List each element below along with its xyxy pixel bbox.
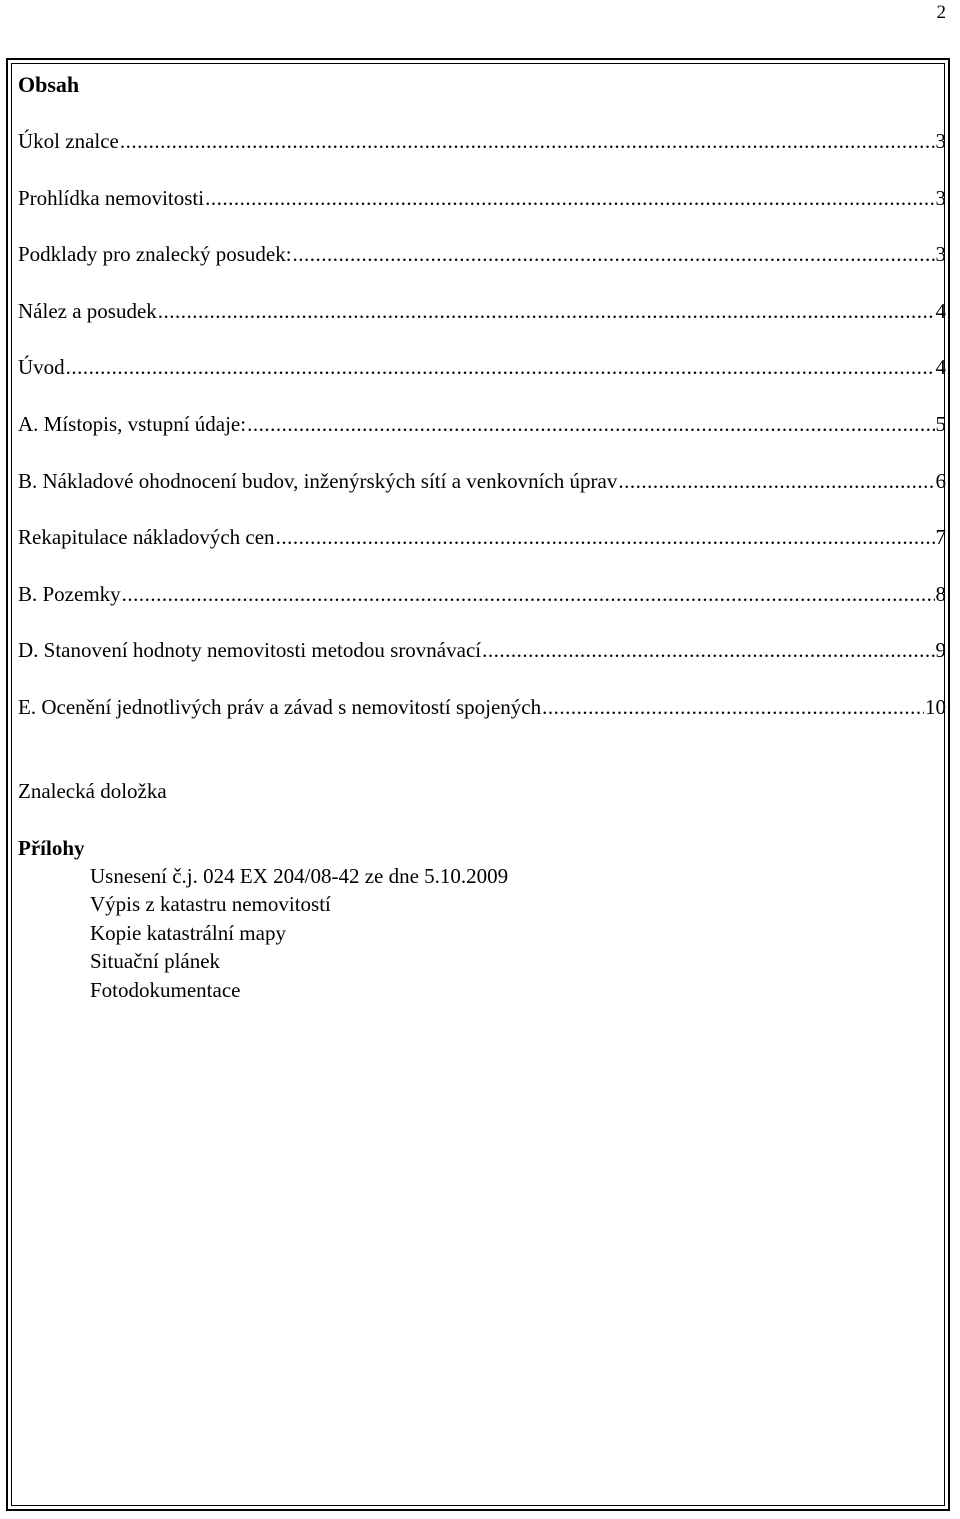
toc-entry-page: 3 [935, 129, 946, 153]
toc-entry-podklady[interactable] [18, 240, 946, 297]
toc-entry-ukol-znalce[interactable] [18, 127, 946, 184]
toc-dot-leader [66, 353, 935, 381]
toc-entry-label: Úvod [18, 355, 65, 380]
attachments-title: Přílohy [18, 836, 85, 860]
toc-entry-prohlidka[interactable] [18, 184, 946, 241]
toc-entry-label: B. Pozemky [18, 581, 121, 606]
toc-dot-leader [247, 410, 934, 438]
attachment-item: Fotodokumentace [90, 977, 241, 1002]
toc-entry-page: 4 [935, 355, 946, 380]
toc-entry-label: Rekapitulace nákladových cen [18, 525, 275, 550]
page-number: 2 [936, 2, 946, 23]
attachment-item: Kopie katastrální mapy [90, 920, 286, 945]
toc-dot-leader [276, 523, 935, 551]
toc-entry-label: Nález a posudek [18, 298, 157, 323]
toc-dot-leader [158, 297, 935, 325]
toc-entry-nakladove-ohodnoceni[interactable] [18, 467, 946, 524]
toc-title: Obsah [18, 72, 80, 97]
toc-entry-nalez[interactable] [18, 297, 946, 354]
toc-entry-label: A. Místopis, vstupní údaje: [18, 411, 247, 436]
toc-entry-page: 6 [935, 468, 946, 493]
toc-entry-page: 8 [935, 581, 946, 606]
toc-dot-leader [122, 580, 935, 608]
toc-dot-leader [542, 693, 924, 721]
toc-entry-mistopis[interactable] [18, 410, 946, 467]
toc-entry-label: Úkol znalce [18, 129, 119, 153]
toc-entry-page: 7 [935, 525, 946, 550]
toc-dot-leader [205, 184, 934, 212]
toc-entry-label: Prohlídka nemovitosti [18, 185, 205, 210]
toc-entry-page: 5 [935, 411, 946, 436]
toc-dot-leader [618, 467, 934, 495]
toc-entry-pozemky[interactable] [18, 580, 946, 637]
toc-entry-label: Podklady pro znalecký posudek: [18, 242, 292, 267]
toc-dot-leader [482, 636, 934, 664]
toc-entry-label: D. Stanovení hodnoty nemovitosti metodou srovnávací [18, 638, 482, 663]
toc-entry-rekapitulace[interactable] [18, 523, 946, 580]
attachments-list [90, 862, 508, 1004]
toc-dot-leader [293, 240, 935, 268]
attachment-item: Usnesení č.j. 024 EX 204/08-42 ze dne 5.10.2009 [90, 864, 509, 888]
toc-entry-page: 4 [935, 298, 946, 323]
toc-entry-oceneni-prav[interactable] [18, 693, 946, 750]
toc-entry-page: 3 [935, 185, 946, 210]
toc-entry-page: 3 [935, 242, 946, 267]
toc-entry-page: 10 [925, 694, 946, 719]
toc-dot-leader [120, 127, 935, 155]
toc-entry-srovnavaci[interactable] [18, 636, 946, 693]
toc-entry-label: B. Nákladové ohodnocení budov, inženýrských sítí a venkovních úprav [18, 468, 618, 493]
expert-clause-heading: Znalecká doložka [18, 779, 167, 803]
toc-entry-page: 9 [935, 638, 946, 663]
toc-entry-label: E. Ocenění jednotlivých práv a závad s nemovitostí spojených [18, 694, 542, 719]
toc-entry-uvod[interactable] [18, 353, 946, 410]
toc-list [18, 127, 946, 750]
attachment-item: Výpis z katastru nemovitostí [90, 892, 331, 917]
attachment-item: Situační plánek [90, 949, 221, 974]
